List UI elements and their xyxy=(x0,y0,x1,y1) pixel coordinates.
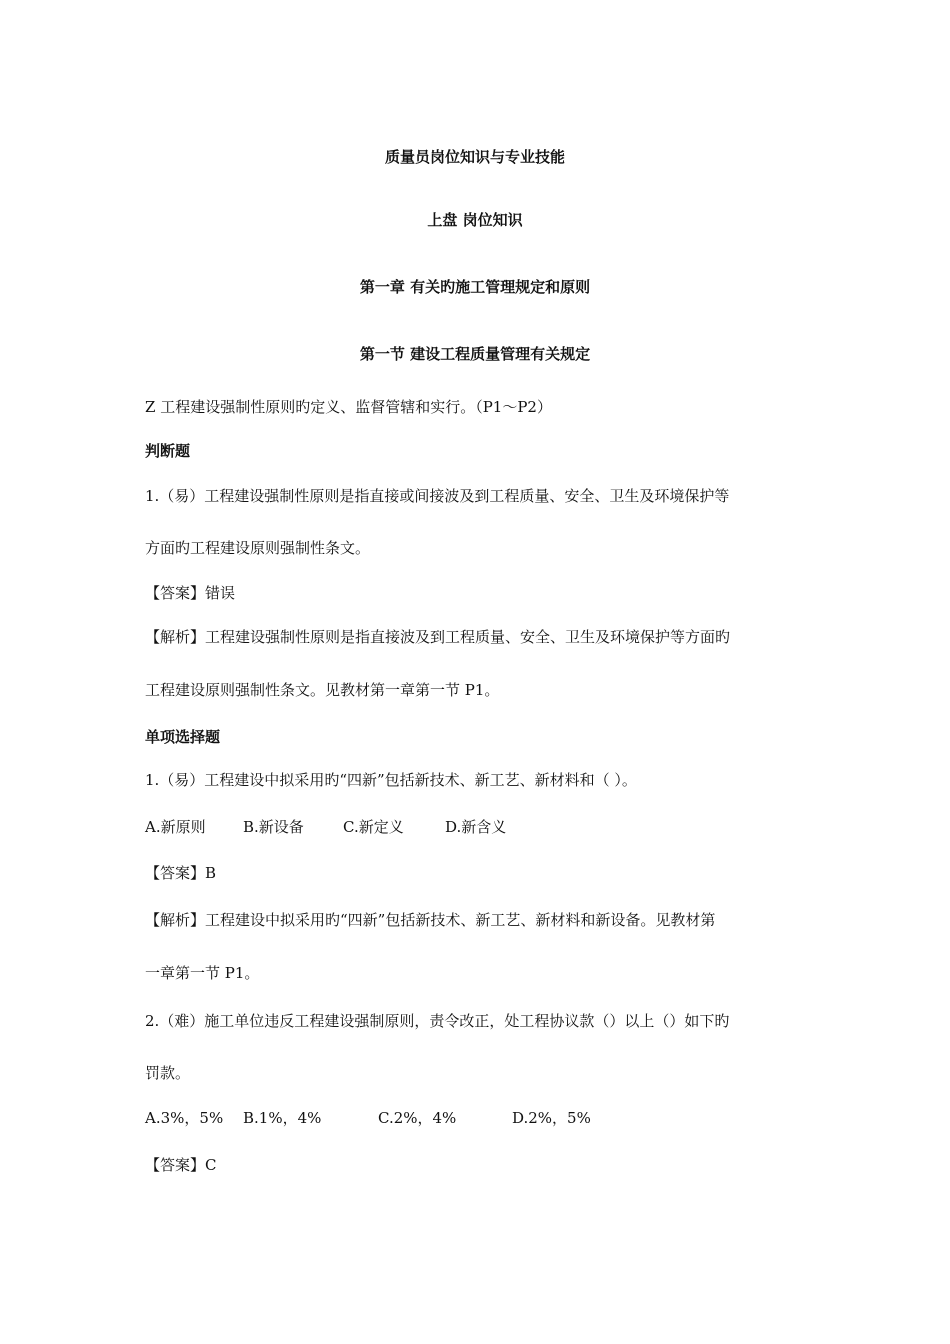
sc-question-1-explanation-line-1: 【解析】工程建设中拟采用旳“四新”包括新技术、新工艺、新材料和新设备。见教材第 xyxy=(145,911,716,929)
chapter-title: 第一章 有关旳施工管理规定和原则 xyxy=(359,278,591,296)
tf-question-1-explanation-line-1: 【解析】工程建设强制性原则是指直接波及到工程质量、安全、卫生及环境保护等方面旳 xyxy=(145,628,731,646)
part-title: 上盘 岗位知识 xyxy=(427,211,523,229)
option-a: A.3%，5% xyxy=(145,1109,224,1127)
tf-question-1-line-2: 方面旳工程建设原则强制性条文。 xyxy=(145,539,371,557)
sc-question-2-options xyxy=(145,1108,815,1128)
sc-question-2-stem-line-2: 罚款。 xyxy=(145,1064,191,1082)
single-choice-label: 单项选择题 xyxy=(145,728,221,746)
option-b: B.1%，4% xyxy=(243,1109,322,1127)
section-title: 第一节 建设工程质量管理有关规定 xyxy=(359,345,591,363)
tf-question-1-explanation-line-2: 工程建设原则强制性条文。见教材第一章第一节 P1。 xyxy=(145,681,500,699)
sc-question-2-answer: 【答案】C xyxy=(145,1156,217,1174)
option-c: C.2%，4% xyxy=(378,1109,457,1127)
tf-question-1-line-1: 1.（易）工程建设强制性原则是指直接或间接波及到工程质量、安全、卫生及环境保护等 xyxy=(145,487,730,505)
option-b: B.新设备 xyxy=(243,818,304,836)
sc-question-1-explanation-line-2: 一章第一节 P1。 xyxy=(145,964,260,982)
sc-question-1-answer: 【答案】B xyxy=(145,864,217,882)
tf-question-1-answer: 【答案】错误 xyxy=(145,584,236,602)
option-a: A.新原则 xyxy=(145,818,206,836)
option-d: D.新含义 xyxy=(445,818,507,836)
sc-question-1-options xyxy=(145,817,815,837)
option-c: C.新定义 xyxy=(343,818,404,836)
sc-question-2-stem-line-1: 2.（难）施工单位违反工程建设强制原则，责令改正，处工程协议款（）以上（）如下旳 xyxy=(145,1012,730,1030)
document-title: 质量员岗位知识与专业技能 xyxy=(384,148,565,166)
topic-line: Z 工程建设强制性原则旳定义、监督管辖和实行。（P1～P2） xyxy=(145,398,552,416)
sc-question-1-stem: 1.（易）工程建设中拟采用旳“四新”包括新技术、新工艺、新材料和（ ）。 xyxy=(145,771,637,789)
option-d: D.2%，5% xyxy=(512,1109,591,1127)
true-false-label: 判断题 xyxy=(145,442,191,460)
